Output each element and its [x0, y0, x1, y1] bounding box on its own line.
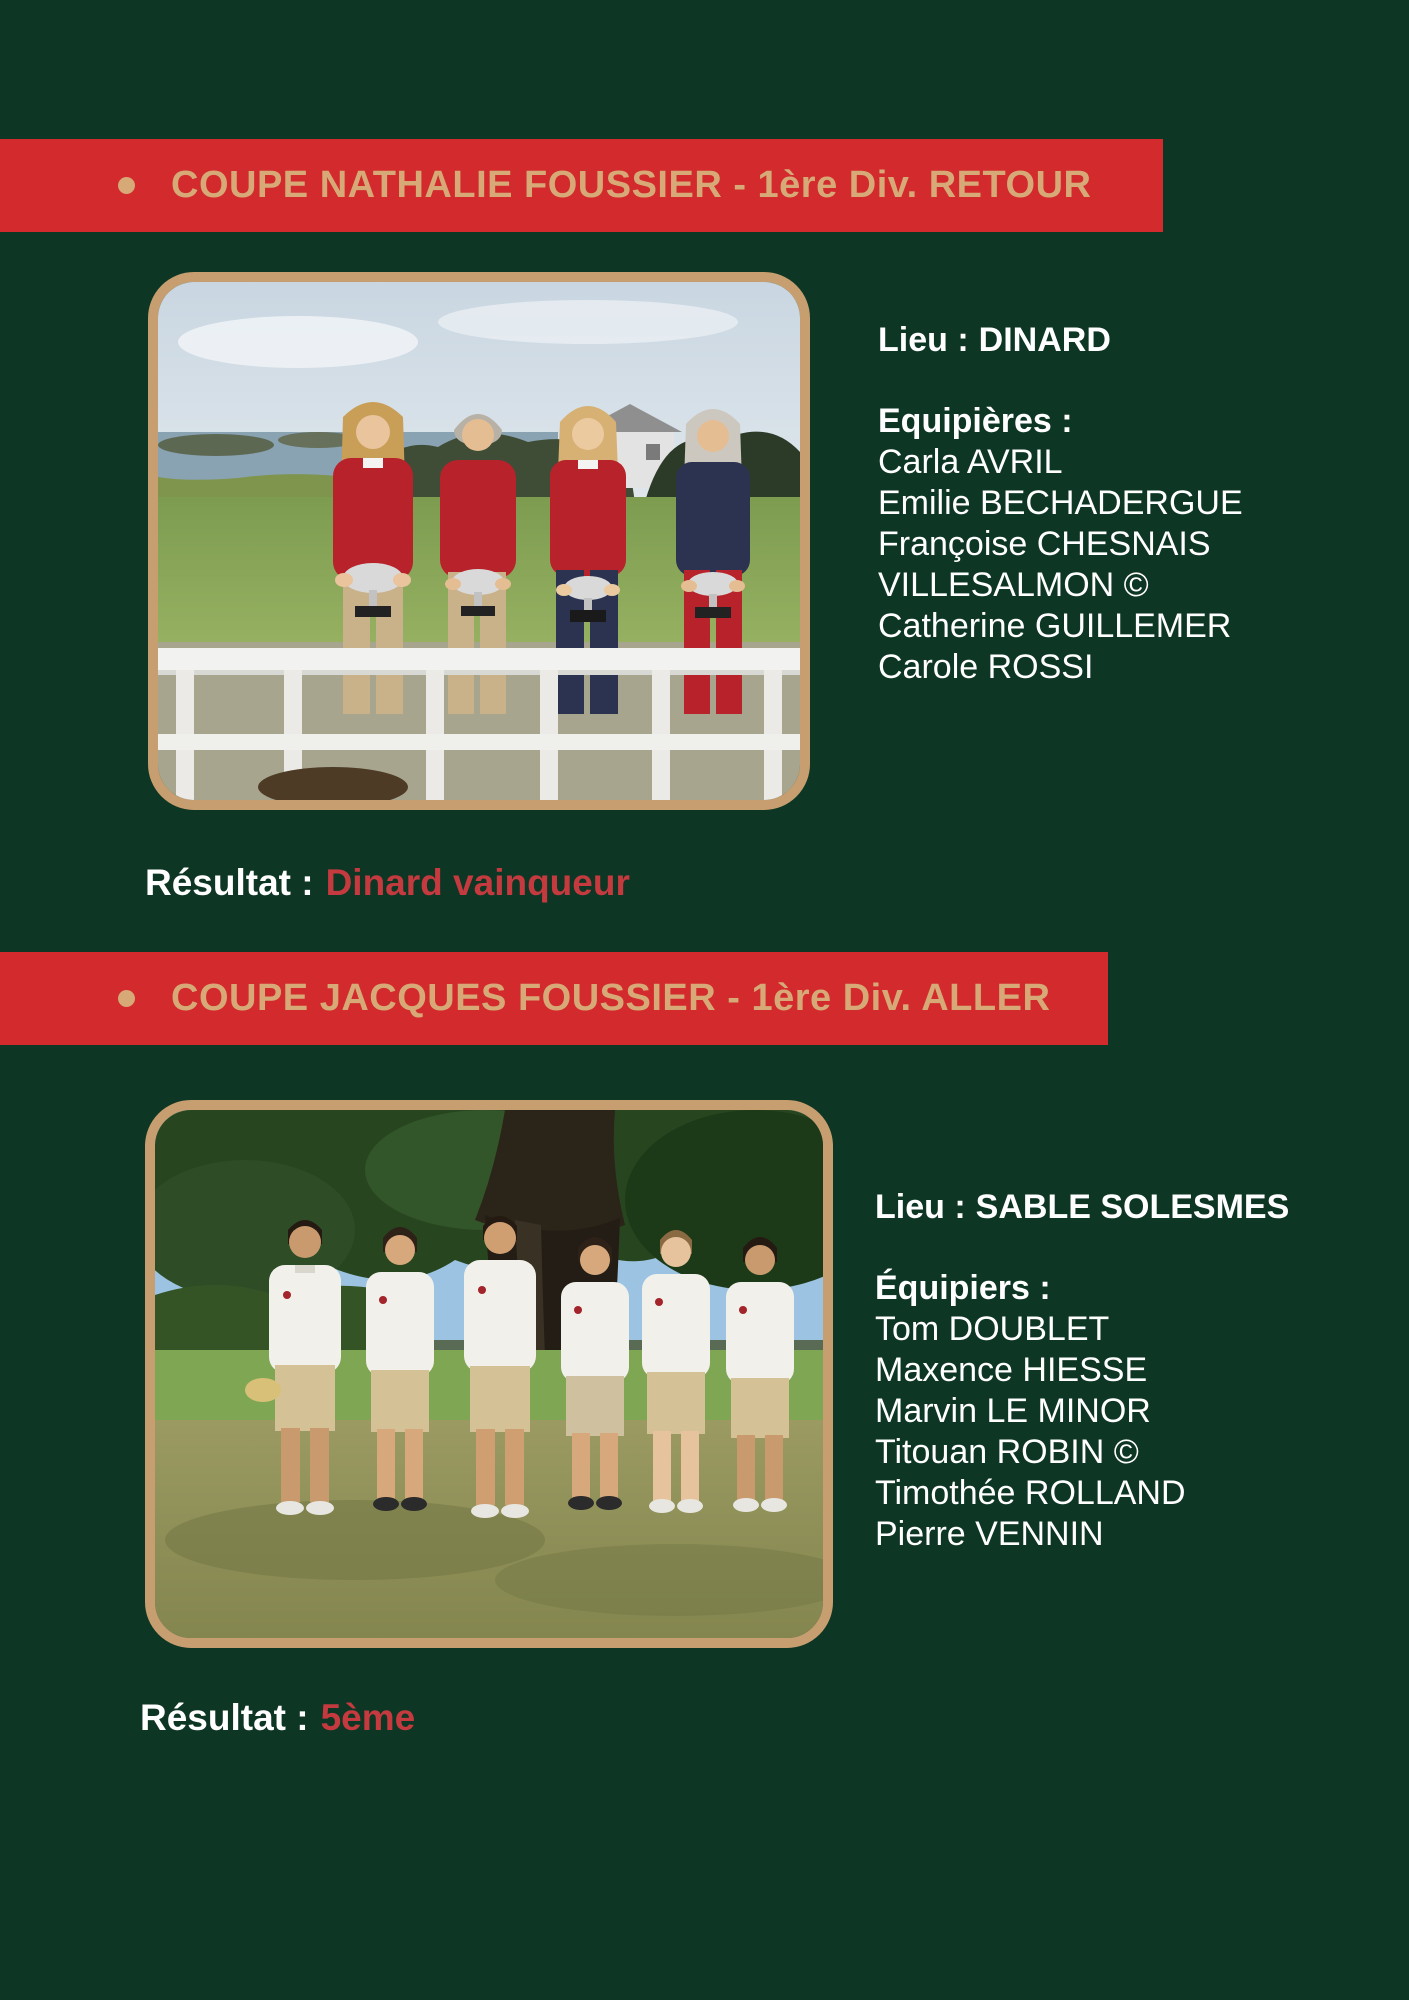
player-name: VILLESALMON ©: [878, 566, 1149, 604]
player-name: Carla AVRIL: [878, 443, 1063, 481]
player-name: Carole ROSSI: [878, 648, 1094, 686]
player-name: Titouan ROBIN ©: [875, 1433, 1139, 1471]
player-name: Timothée ROLLAND: [875, 1474, 1186, 1512]
result-line-women: [145, 862, 630, 904]
team-info-men: [875, 1187, 1289, 1555]
result-label: Résultat :: [145, 862, 314, 903]
team-label: Équipiers :: [875, 1269, 1051, 1307]
banner-title: COUPE JACQUES FOUSSIER - 1ère Div. ALLER: [171, 977, 1051, 1019]
player-name: Emilie BECHADERGUE: [878, 484, 1243, 522]
team-photo-men-frame: [145, 1100, 833, 1648]
location-value: SABLE SOLESMES: [975, 1188, 1290, 1226]
team-label: Equipières :: [878, 402, 1073, 440]
result-label: Résultat :: [140, 1697, 309, 1738]
banner-title: COUPE NATHALIE FOUSSIER - 1ère Div. RETOUR: [171, 164, 1092, 206]
result-value: 5ème: [320, 1697, 416, 1738]
player-name: Catherine GUILLEMER: [878, 607, 1232, 645]
section-banner-jacques-foussier: [0, 952, 1108, 1045]
bullet-icon: [118, 990, 135, 1007]
location-value: DINARD: [978, 321, 1111, 359]
player-name: Tom DOUBLET: [875, 1310, 1110, 1348]
team-photo-women: [158, 282, 800, 800]
location-line: [875, 1187, 1289, 1228]
section-banner-nathalie-foussier: [0, 139, 1163, 232]
player-name: Maxence HIESSE: [875, 1351, 1148, 1389]
player-name: Françoise CHESNAIS: [878, 525, 1211, 563]
spacer: [878, 361, 1243, 401]
result-line-men: [140, 1697, 415, 1739]
team-photo-men: [155, 1110, 823, 1638]
spacer: [875, 1228, 1289, 1268]
location-label: Lieu :: [875, 1188, 966, 1226]
bullet-icon: [118, 177, 135, 194]
location-label: Lieu :: [878, 321, 969, 359]
player-name: Marvin LE MINOR: [875, 1392, 1151, 1430]
team-info-women: [878, 320, 1243, 688]
location-line: [878, 320, 1243, 361]
result-value: Dinard vainqueur: [325, 862, 630, 903]
player-name: Pierre VENNIN: [875, 1515, 1104, 1553]
team-photo-women-frame: [148, 272, 810, 810]
